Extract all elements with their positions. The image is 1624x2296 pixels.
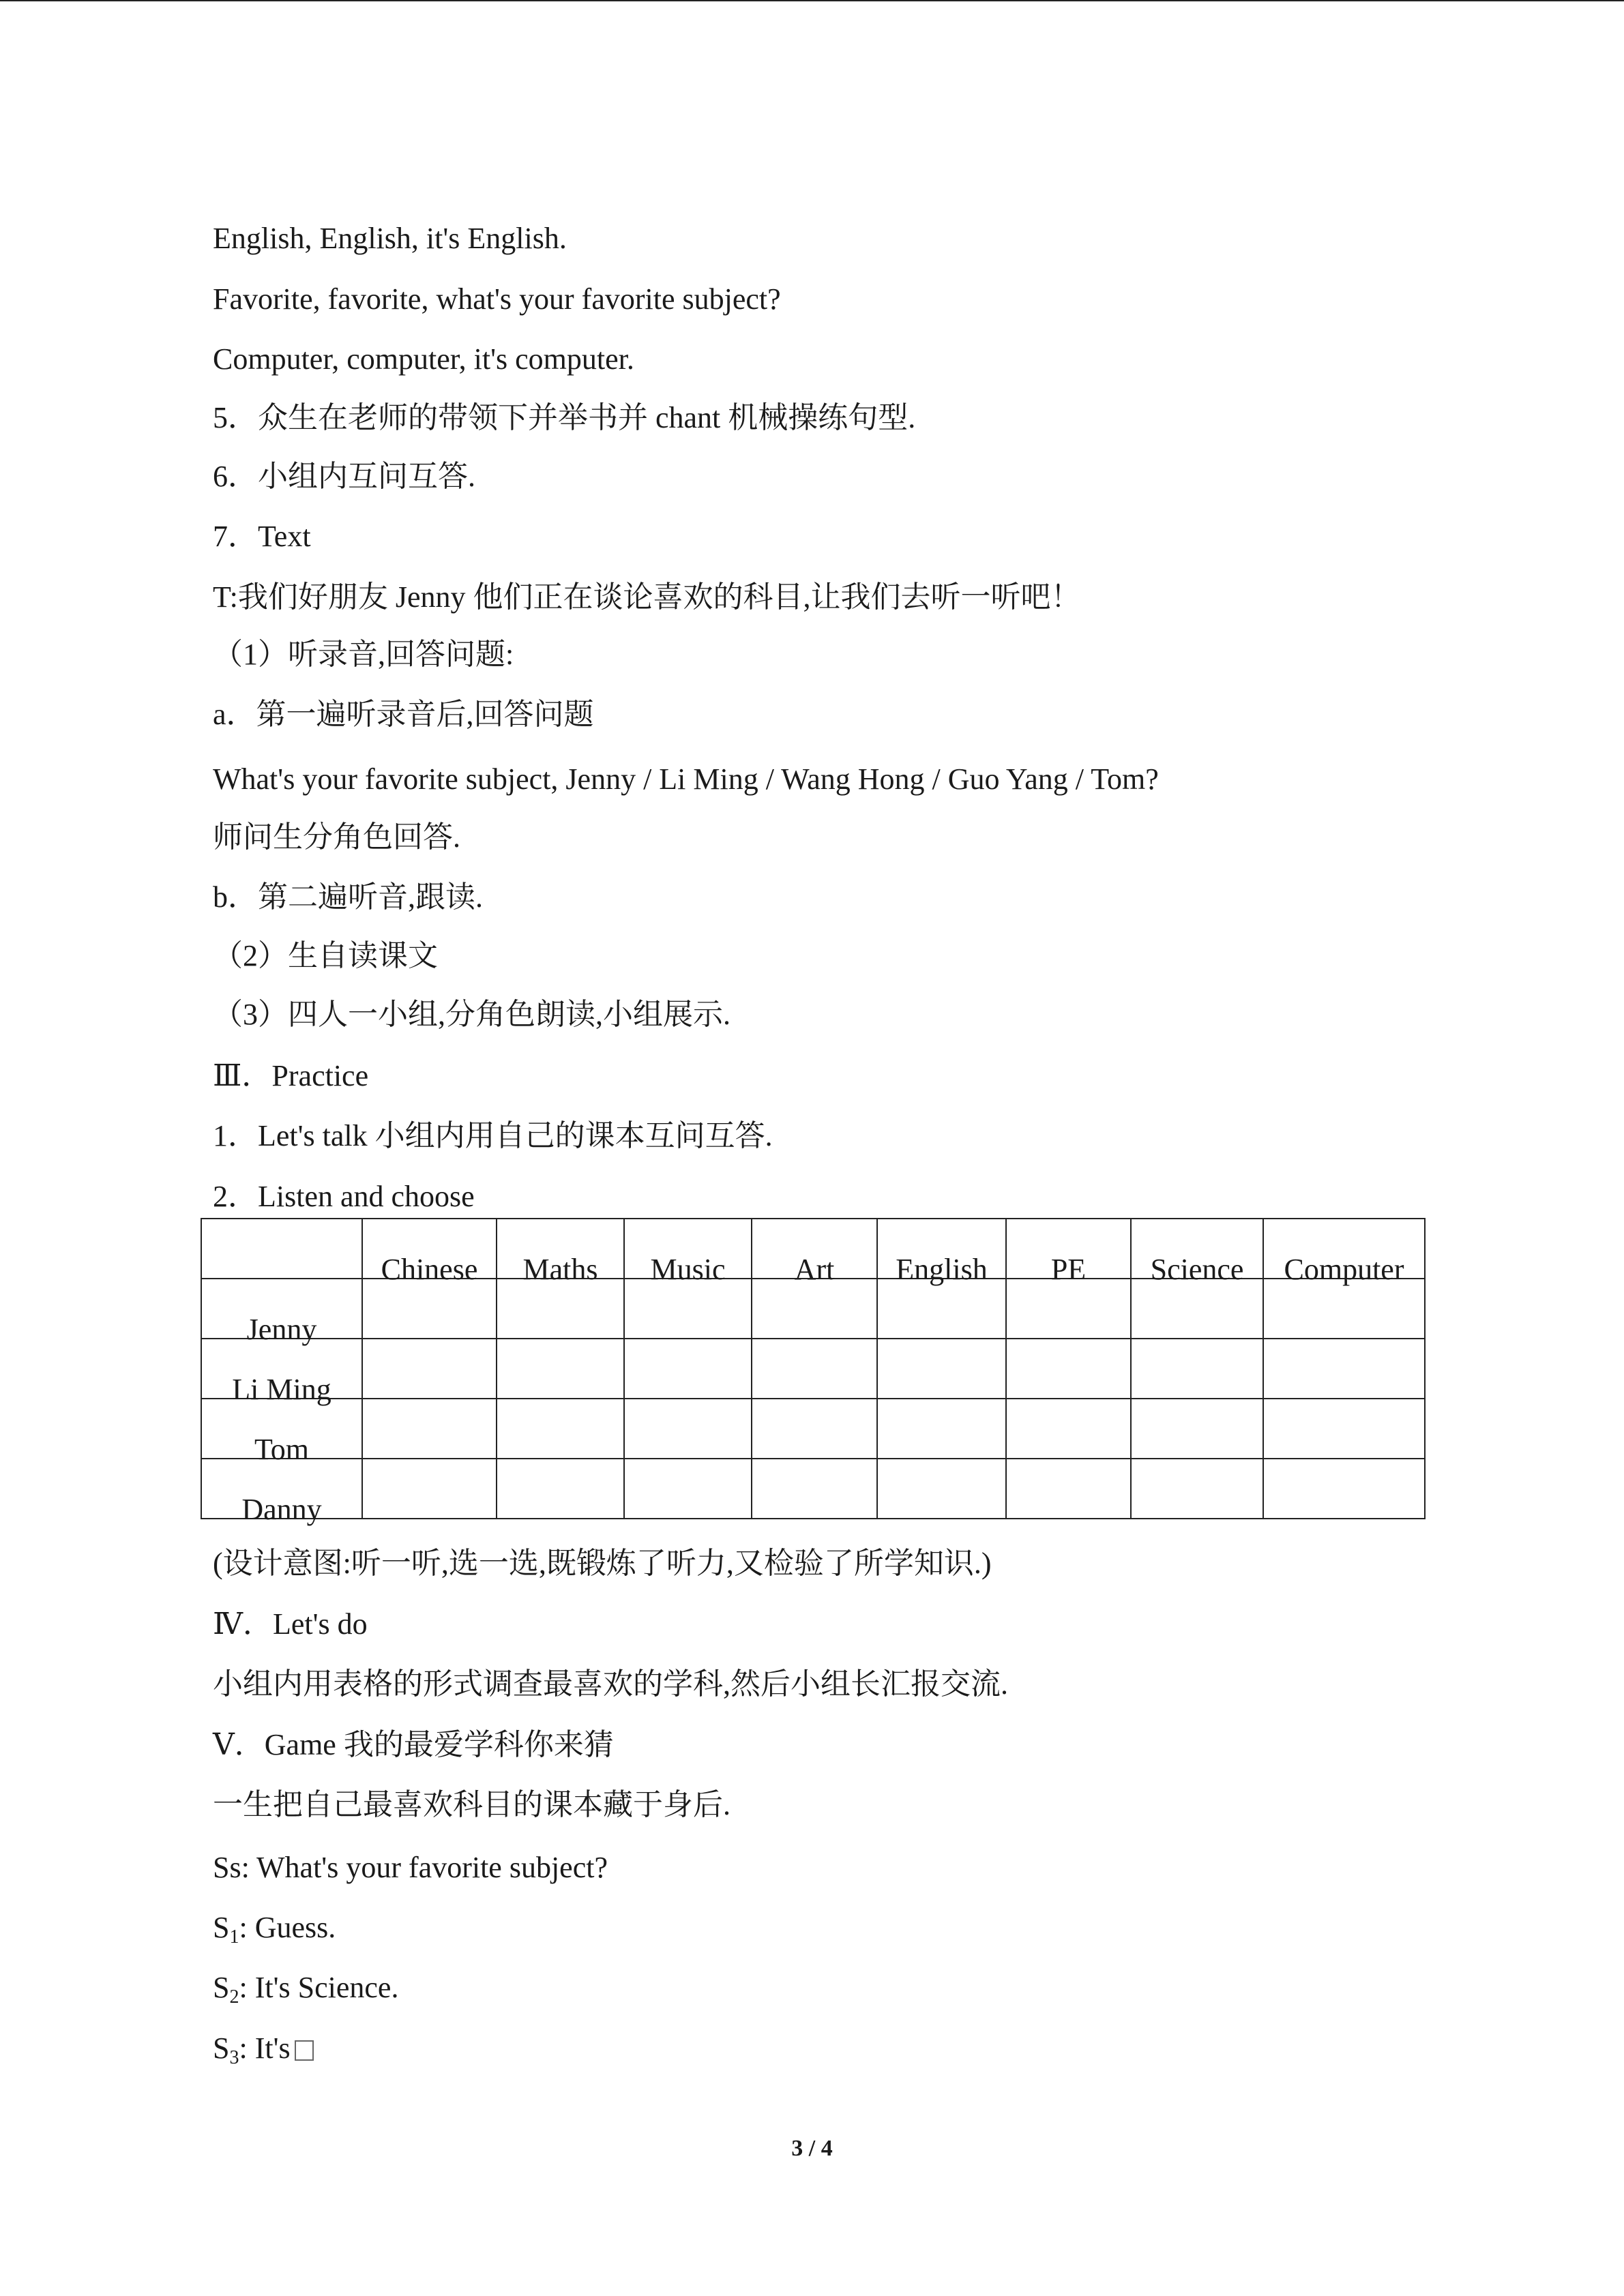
table-row bbox=[201, 1339, 1425, 1399]
table-row bbox=[201, 1399, 1425, 1459]
dialogue-line-s2: $S_2$: It's Science. bbox=[213, 1971, 399, 2008]
second-listen-text: b．第二遍听音,跟读. bbox=[213, 880, 483, 914]
self-read-text: （2）生自读课文 bbox=[213, 939, 438, 972]
column-header: Maths bbox=[497, 1219, 624, 1279]
practice-heading: Ⅲ．Practice bbox=[213, 1059, 369, 1092]
chant-line-favorite: Favorite, favorite, what's your favorite subject? bbox=[213, 282, 781, 316]
table-cell bbox=[1131, 1339, 1263, 1399]
row-header: Danny bbox=[201, 1459, 362, 1519]
game-setup-text: 一生把自己最喜欢科目的课本藏于身后. bbox=[213, 1788, 730, 1821]
table-cell bbox=[624, 1279, 752, 1339]
table-corner-cell bbox=[201, 1219, 362, 1279]
column-header: PE bbox=[1006, 1219, 1131, 1279]
lets-talk-text: 1．Let's talk 小组内用自己的课本互问互答. bbox=[213, 1119, 773, 1152]
table-cell bbox=[877, 1399, 1006, 1459]
table-cell bbox=[752, 1279, 877, 1339]
column-header: Chinese bbox=[362, 1219, 497, 1279]
table-cell bbox=[362, 1459, 497, 1519]
table-cell bbox=[497, 1339, 624, 1399]
column-header: Computer bbox=[1263, 1219, 1425, 1279]
table-cell bbox=[1263, 1459, 1425, 1519]
game-heading: Ⅴ．Game 我的最爱学科你来猜 bbox=[213, 1728, 614, 1761]
table-cell bbox=[877, 1279, 1006, 1339]
chant-line-computer: Computer, computer, it's computer. bbox=[213, 342, 634, 376]
group-read-text: （3）四人一小组,分角色朗读,小组展示. bbox=[213, 998, 730, 1031]
table-cell bbox=[362, 1279, 497, 1339]
table-cell bbox=[752, 1339, 877, 1399]
table-cell bbox=[362, 1339, 497, 1399]
table-cell bbox=[1131, 1459, 1263, 1519]
table-cell bbox=[1263, 1279, 1425, 1339]
table-cell bbox=[752, 1399, 877, 1459]
column-header: Art bbox=[752, 1219, 877, 1279]
chant-line-english: English, English, it's English. bbox=[213, 222, 567, 255]
table-cell bbox=[1263, 1399, 1425, 1459]
listen-answer-heading: （1）听录音,回答问题: bbox=[213, 638, 514, 671]
blank-box-icon bbox=[295, 2040, 314, 2061]
page-number: 3 / 4 bbox=[791, 2136, 833, 2161]
table-cell bbox=[1006, 1339, 1131, 1399]
table-header-row bbox=[201, 1219, 1425, 1279]
table-cell bbox=[877, 1339, 1006, 1399]
subjects-table bbox=[201, 1218, 1426, 1526]
teacher-asks-text: 师问生分角色回答. bbox=[213, 820, 460, 854]
dialogue-line-s1: $S_1$: Guess. bbox=[213, 1911, 336, 1948]
table-cell bbox=[1131, 1399, 1263, 1459]
table-cell bbox=[497, 1399, 624, 1459]
ss-question-text: Ss: What's your favorite subject? bbox=[213, 1851, 608, 1884]
column-header: English bbox=[877, 1219, 1006, 1279]
table-cell bbox=[497, 1459, 624, 1519]
survey-text: 小组内用表格的形式调查最喜欢的学科,然后小组长汇报交流. bbox=[213, 1667, 1008, 1701]
dialogue-line-s3: $S_3$: It's bbox=[213, 2029, 314, 2077]
row-header: Tom bbox=[201, 1399, 362, 1459]
first-listen-text: a．第一遍听录音后,回答问题 bbox=[213, 698, 594, 731]
table-row bbox=[201, 1279, 1425, 1339]
table-cell bbox=[497, 1279, 624, 1339]
table-cell bbox=[1131, 1279, 1263, 1339]
listen-choose-heading: 2．Listen and choose bbox=[213, 1180, 475, 1213]
step-7-heading: 7．Text bbox=[213, 520, 311, 553]
step-5-text: 5．众生在老师的带领下并举书并 chant 机械操练句型. bbox=[213, 401, 916, 434]
step-6-text: 6．小组内互问互答. bbox=[213, 460, 475, 493]
teacher-intro-text: T:我们好朋友 Jenny 他们正在谈论喜欢的科目,让我们去听一听吧！ bbox=[213, 580, 1081, 614]
design-intent-text: (设计意图:听一听,选一选,既锻炼了听力,又检验了所学知识.) bbox=[213, 1547, 992, 1580]
column-header: Music bbox=[624, 1219, 752, 1279]
table-cell bbox=[1006, 1279, 1131, 1339]
question-text: What's your favorite subject, Jenny / Li Ming / Wang Hong / Guo Yang / Tom? bbox=[213, 762, 1159, 796]
table-cell bbox=[752, 1459, 877, 1519]
table-cell bbox=[1006, 1459, 1131, 1519]
table-cell bbox=[877, 1459, 1006, 1519]
table-row bbox=[201, 1459, 1425, 1519]
table-cell bbox=[624, 1339, 752, 1399]
table-cell bbox=[1006, 1399, 1131, 1459]
column-header: Science bbox=[1131, 1219, 1263, 1279]
lets-do-heading: Ⅳ．Let's do bbox=[213, 1607, 368, 1641]
row-header: Jenny bbox=[201, 1279, 362, 1339]
table-cell bbox=[624, 1459, 752, 1519]
table-cell bbox=[624, 1399, 752, 1459]
table-cell bbox=[1263, 1339, 1425, 1399]
table-cell bbox=[362, 1399, 497, 1459]
row-header: Li Ming bbox=[201, 1339, 362, 1399]
